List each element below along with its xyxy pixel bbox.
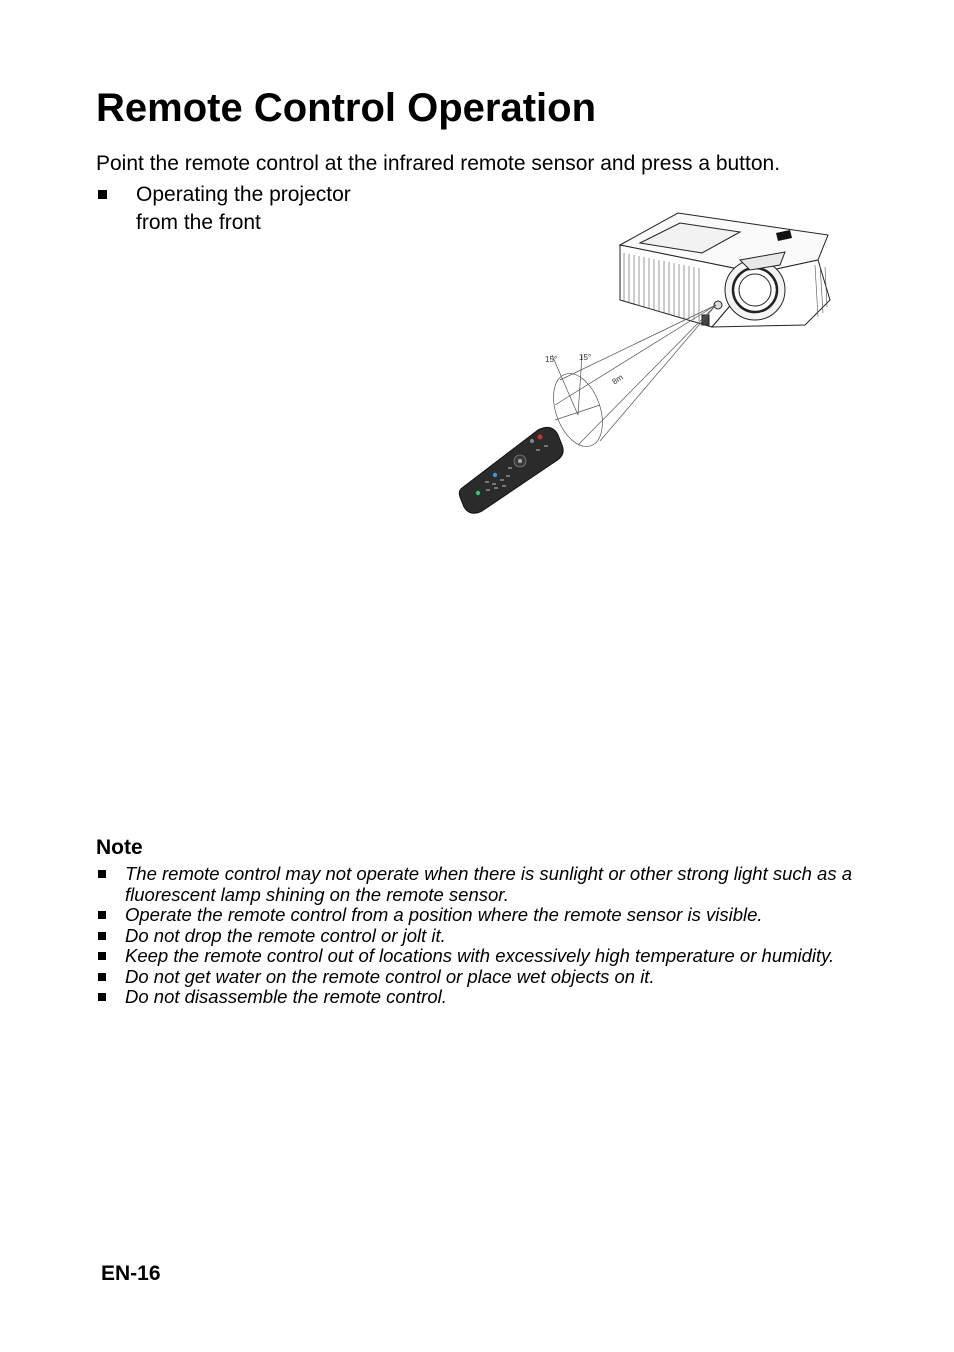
page-title: Remote Control Operation xyxy=(96,86,597,130)
note-item xyxy=(96,946,856,967)
bullet-line-2: from the front xyxy=(136,211,261,234)
bullet-square-icon xyxy=(98,870,106,878)
note-item-text: Do not disassemble the remote control. xyxy=(125,986,447,1007)
remote-control-illustration xyxy=(459,427,563,513)
page-number: EN-16 xyxy=(101,1262,161,1285)
infrared-beam-lines xyxy=(544,305,716,453)
distance-label: 8m xyxy=(610,372,625,387)
note-item xyxy=(96,864,856,905)
note-item-text: Do not get water on the remote control or place wet objects on it. xyxy=(125,965,655,987)
remote-operation-illustration xyxy=(440,205,840,520)
bullet-square-icon xyxy=(98,973,106,981)
bullet-square-icon xyxy=(98,952,106,960)
note-item-text: The remote control may not operate when there is sunlight or other strong light such as a fluorescent lamp shining on the remote sensor. xyxy=(125,863,853,905)
note-item xyxy=(96,987,856,1008)
bullet-square-icon xyxy=(98,911,106,919)
note-item-text: Keep the remote control out of locations with excessively high temperature or humidity. xyxy=(125,945,835,966)
note-item xyxy=(96,967,856,988)
intro-text: Point the remote control at the infrared remote sensor and press a button. xyxy=(96,152,781,175)
bullet-text xyxy=(136,181,351,237)
note-item-text: Do not drop the remote control or jolt it. xyxy=(125,924,446,946)
bullet-square-icon xyxy=(98,993,106,1001)
note-list xyxy=(96,864,856,1008)
angle-label-right: 15° xyxy=(579,353,592,362)
note-item xyxy=(96,905,856,926)
bullet-square-icon xyxy=(98,190,107,199)
note-item-text: Operate the remote control from a position where the remote sensor is visible. xyxy=(125,904,763,925)
note-heading: Note xyxy=(96,836,143,859)
bullet-line-1: Operating the projector xyxy=(136,183,351,206)
bullet-square-icon xyxy=(98,932,106,940)
angle-label-left: 15° xyxy=(545,355,558,364)
note-item xyxy=(96,926,856,947)
projector-illustration xyxy=(620,213,830,327)
